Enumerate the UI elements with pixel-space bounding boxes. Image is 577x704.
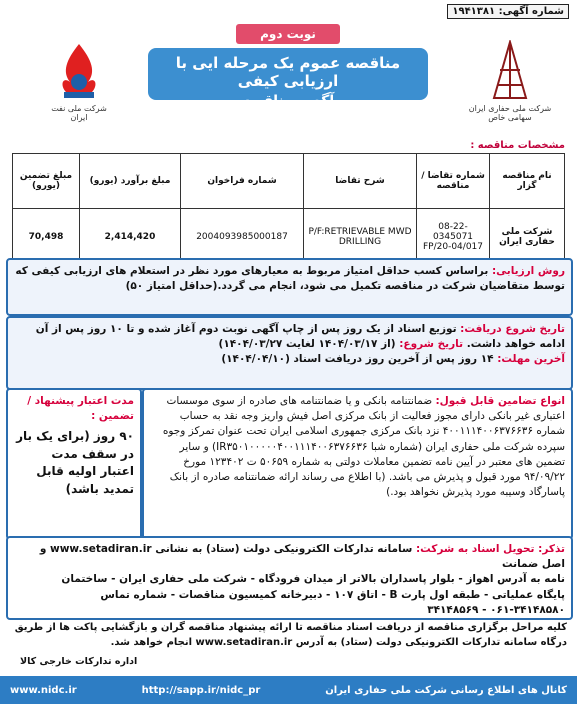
delivery-text-4: ۰۶۱-۳۴۱۴۸۵۸۰ - ۳۴۱۴۸۵۶۹ bbox=[427, 603, 565, 616]
round-banner: نوبت دوم bbox=[236, 24, 340, 44]
drilling-rig-icon bbox=[490, 40, 530, 100]
delivery-label: تذکر: تحویل اسناد به شرکت: bbox=[415, 543, 565, 555]
table-row bbox=[13, 209, 565, 266]
ad-number-row bbox=[447, 4, 569, 19]
table-header: شرح تقاضا bbox=[304, 154, 417, 209]
section-label: مشخصات مناقصه : bbox=[470, 140, 565, 151]
table-header: مبلغ برآورد (یورو) bbox=[80, 154, 181, 209]
page-subtitle: آگهی مناقصه bbox=[241, 93, 335, 109]
start-value: (از ۱۴۰۴/۰۳/۱۷ لغایت ۱۴۰۴/۰۳/۲۷) bbox=[218, 338, 396, 351]
table-cell: 2,414,420 bbox=[80, 209, 181, 266]
org-name-right: شرکت ملی حفاری ایران bbox=[468, 104, 552, 113]
delivery-box bbox=[6, 536, 573, 620]
tender-spec-table bbox=[12, 153, 565, 266]
deadline-text: ۱۴ روز پس از آخرین روز دریافت اسناد (۱۴۰۴/۰۴/۱۰) bbox=[221, 353, 494, 366]
table-cell: شرکت ملی حفاری ایران bbox=[490, 209, 565, 266]
guarantee-box bbox=[142, 388, 573, 540]
table-cell: 2004093985000187 bbox=[181, 209, 304, 266]
title-banner bbox=[148, 48, 428, 109]
validity-label: مدت اعتبار پیشنهاد / تضمین : bbox=[27, 395, 134, 423]
validity-text: ۹۰ روز (برای یک بار در سقف مدت اعتبار اولیه قابل تمدید باشد) bbox=[16, 429, 134, 496]
nioc-logo bbox=[44, 42, 114, 122]
footer-channel-label: کانال های اطلاع رسانی شرکت ملی حفاری ایران bbox=[325, 684, 567, 696]
table-cell: 70,498 bbox=[13, 209, 80, 266]
guarantee-text: ضمانتنامه بانکی و یا ضمانتنامه های صادره از سوی موسسات اعتباری غیر بانکی دارای مجوز فعالیت از بانک مرکزی اصل فیش واریز وجه نقد به حساب شماره ۴۰۰۱۱۱۴۰۰۶۳۷۶۶۳۶ نزد بانک مرکزی جمهوری اسلامی ایران تحت عنوان تمرکز وجوه سپرده شرکت ملی حفاری ایران (شماره شبا IR۳۵۰۱۰۰۰۰۰۴۰۰۱۱۱۴۰۰۶۳۷۶۶۳۶) و سایر تضمین های معتبر در آیین نامه تضمین معاملات دولتی به شماره ۵۰۶۵۹ ت ۱۲۳۴۰۲ مورخ ۹۴/۰۹/۲۲ مورد قبول و پذیرش می باشد. (با اطلاع می رساند ارائه ضمانتنامه صادره از بانک پاسارگاد وسیبه مورد پذیرش نخواهد بود.) bbox=[162, 395, 565, 499]
footnote: کلیه مراحل برگزاری مناقصه از دریافت اسناد مناقصه تا ارائه پیشنهاد مناقصه گران و بازگشایی پاکت ها از طریق درگاه سامانه تدارکات الکترونیکی دولت (ستاد) به آدرس www.setadiran.ir انجام خواهد شد. bbox=[14, 622, 567, 648]
org-type-right: سهامی خاص bbox=[488, 113, 532, 122]
delivery-text-3: پایگاه عملیاتی - طبقه اول پارت B - اتاق ۱۰۷ - دبیرخانه کمیسیون مناقصات - شماره تماس bbox=[100, 588, 565, 601]
table-header: نام مناقصه گزار bbox=[490, 154, 565, 209]
delivery-text-1: سامانه تدارکات الکترونیکی دولت (ستاد) به نشانی www.setadiran.ir و اصل ضمانت bbox=[39, 543, 565, 571]
dates-box bbox=[6, 316, 573, 390]
page-title: مناقصه عموم یک مرحله ایی با ارزیابی کیفی bbox=[175, 54, 401, 90]
guarantee-label: انواع تضامین قابل قبول: bbox=[435, 395, 565, 407]
table-cell: 08-22-0345071 FP/20-04/017 bbox=[417, 209, 490, 266]
org-name-left: شرکت ملی نفت ایران bbox=[51, 104, 107, 122]
nidc-logo bbox=[465, 40, 555, 122]
dates-text: توزیع اسناد از یک روز پس از چاپ آگهی نوبت دوم آغاز شده و تا ۱۰ روز پس از آن ادامه خواهد داشت. bbox=[35, 323, 565, 351]
footer-bar bbox=[0, 676, 577, 704]
ad-number-badge: شماره آگهی: ۱۹۴۱۳۸۱ bbox=[447, 4, 569, 19]
flame-logo-icon bbox=[52, 42, 106, 100]
start-label: تاریخ شروع: bbox=[399, 338, 464, 351]
evaluation-text: براساس کسب حداقل امتیاز مربوط به معیارهای مورد نظر در استعلام های ارزیابی کیفی که توسط متقاضیان شرکت در مناقصه تکمیل می شود، انجام می گردد.(حداقل امتیاز ۵۰) bbox=[15, 265, 565, 293]
deadline-label: آخرین مهلت: bbox=[497, 353, 565, 366]
website-link[interactable]: www.nidc.ir bbox=[10, 684, 77, 696]
dates-label: تاریخ شروع دریافت: bbox=[460, 323, 565, 335]
table-header: مبلغ تضمین (یورو) bbox=[13, 154, 80, 209]
table-header: شماره فراخوان bbox=[181, 154, 304, 209]
evaluation-label: روش ارزیابی: bbox=[491, 265, 565, 277]
signature: اداره تدارکات خارجی کالا bbox=[20, 656, 138, 667]
table-header-row bbox=[13, 154, 565, 209]
table-cell: P/F:RETRIEVABLE MWD DRILLING bbox=[304, 209, 417, 266]
sapp-link[interactable]: http://sapp.ir/nidc_pr bbox=[141, 684, 261, 696]
table-header: شماره تقاضا / مناقصه bbox=[417, 154, 490, 209]
evaluation-box bbox=[6, 258, 573, 316]
validity-box bbox=[6, 388, 142, 540]
delivery-text-2: نامه به آدرس اهواز - بلوار پاسداران بالاتر از میدان فرودگاه - شرکت ملی حفاری ایران - ساختمان bbox=[61, 573, 565, 586]
